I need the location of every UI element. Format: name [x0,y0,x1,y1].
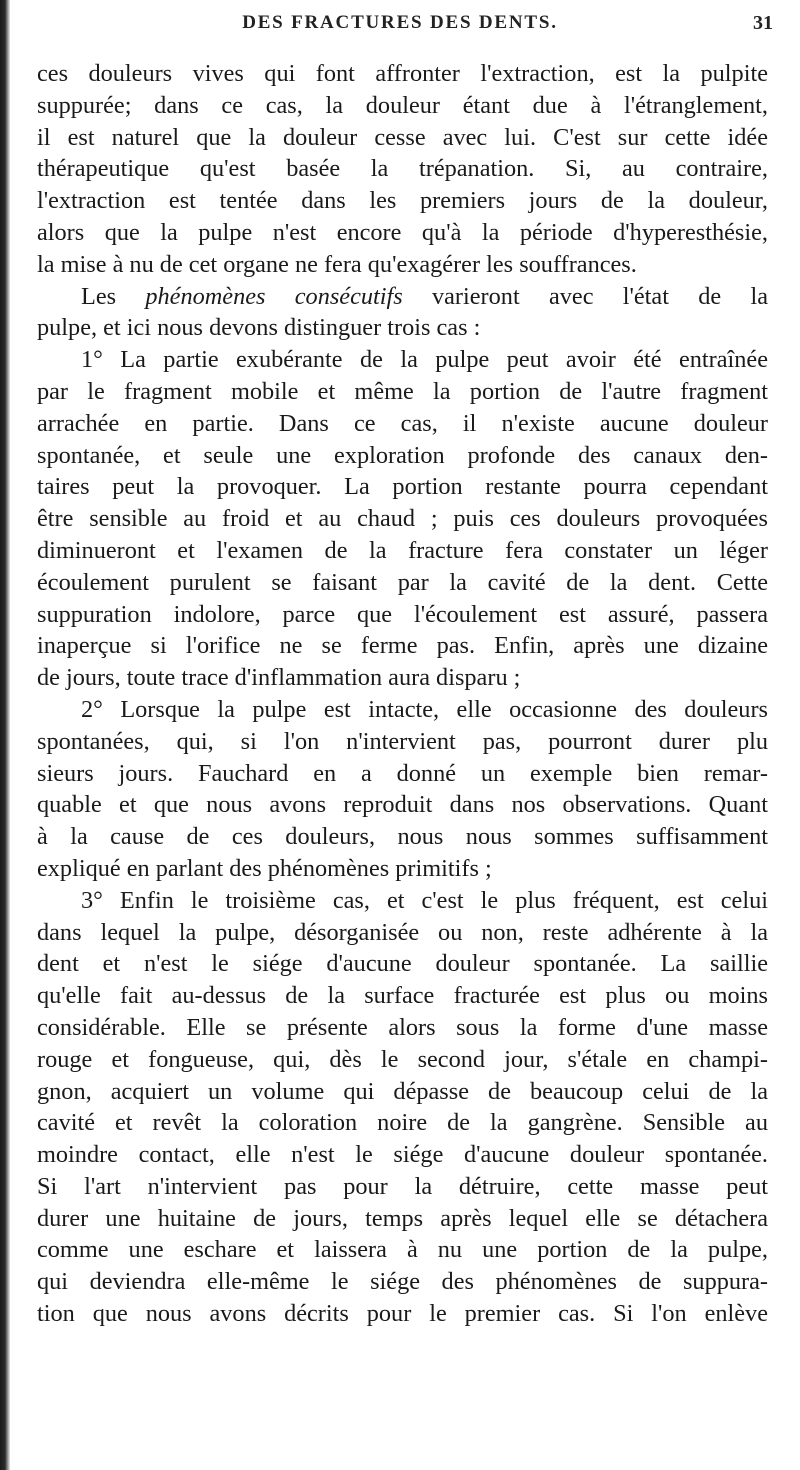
page-number: 31 [753,12,773,34]
text-line: 3° Enfin le troisième cas, et c'est le plus fréquent, est celui [81,886,768,914]
text-line: arrachée en partie. Dans ce cas, il n'existe aucune douleur [37,409,768,437]
text-line: durer une huitaine de jours, temps après lequel elle se détachera [37,1204,768,1232]
body-text [37,58,768,1330]
text-line: spontanée, et seule une exploration profonde des canaux den- [37,441,768,469]
text-line: suppuration indolore, parce que l'écoulement est assuré, passera [37,600,768,628]
text-line: l'extraction est tentée dans les premiers jours de la douleur, [37,187,768,215]
text-line: sieurs jours. Fauchard en a donné un exemple bien remar- [37,759,768,787]
text-line: comme une eschare et laissera à nu une portion de la pulpe, [37,1236,768,1264]
text-line: écoulement purulent se faisant par la cavité de la dent. Cette [37,568,768,596]
text-segment: Les [81,282,146,310]
italic-phrase: phénomènes consécutifs [145,282,403,310]
text-line: expliqué en parlant des phénomènes primitifs ; [37,854,492,882]
page-edge-shadow [0,0,10,1470]
text-line: ces douleurs vives qui font affronter l'extraction, est la pulpite [37,60,768,87]
text-line: diminueront et l'examen de la fracture fera constater un léger [37,536,768,564]
text-line: qui deviendra elle-même le siége des phénomènes de suppura- [37,1268,768,1296]
text-line: à la cause de ces douleurs, nous nous sommes suffisamment [37,823,768,851]
text-line: par le fragment mobile et même la portion de l'autre fragment [37,377,768,405]
text-line: 1° La partie exubérante de la pulpe peut avoir été entraînée [81,346,768,374]
text-line: la mise à nu de cet organe ne fera qu'exagérer les souffrances. [37,250,637,278]
text-line: quable et que nous avons reproduit dans nos observations. Quant [37,791,768,819]
text-line: alors que la pulpe n'est encore qu'à la période d'hyperesthésie, [37,218,768,246]
text-line: qu'elle fait au-dessus de la surface fracturée est plus ou moins [37,982,768,1010]
text-segment: varieront avec l'état de la [402,282,768,310]
text-line: dans lequel la pulpe, désorganisée ou non, reste adhérente à la [37,918,768,946]
text-line: tion que nous avons décrits pour le premier cas. Si l'on enlève [37,1300,768,1328]
text-line: considérable. Elle se présente alors sous la forme d'une masse [37,1013,768,1041]
text-line: Si l'art n'intervient pas pour la détruire, cette masse peut [37,1172,768,1200]
text-line: inaperçue si l'orifice ne se ferme pas. Enfin, après une dizaine [37,632,768,660]
text-line: thérapeutique qu'est basée la trépanation. Si, au contraire, [37,155,768,183]
text-line: de jours, toute trace d'inflammation aura disparu ; [37,664,521,692]
text-line: dent et n'est le siége d'aucune douleur spontanée. La saillie [37,950,768,978]
running-head: DES FRACTURES DES DENTS. [242,12,558,33]
text-line [37,281,768,313]
text-line: spontanées, qui, si l'on n'intervient pas, pourront durer plu [37,727,768,755]
text-line: être sensible au froid et au chaud ; puis ces douleurs provoquées [37,505,768,533]
text-line: moindre contact, elle n'est le siége d'aucune douleur spontanée. [37,1141,768,1169]
text-line: rouge et fongueuse, qui, dès le second jour, s'étale en champi- [37,1045,768,1073]
text-line: suppurée; dans ce cas, la douleur étant due à l'étranglement, [37,91,768,119]
text-line: il est naturel que la douleur cesse avec lui. C'est sur cette idée [37,123,768,151]
text-line: taires peut la provoquer. La portion restante pourra cependant [37,473,768,501]
text-line: cavité et revêt la coloration noire de la gangrène. Sensible au [37,1109,768,1137]
text-line: gnon, acquiert un volume qui dépasse de beaucoup celui de la [37,1077,768,1105]
text-line: pulpe, et ici nous devons distinguer trois cas : [37,314,481,342]
text-line: 2° Lorsque la pulpe est intacte, elle occasionne des douleurs [81,695,768,723]
page-header [0,12,800,40]
